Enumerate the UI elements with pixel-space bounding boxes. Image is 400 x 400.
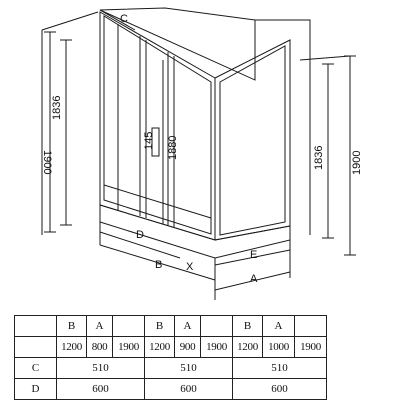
label-c: C (120, 13, 128, 25)
table-cell: 1200 (233, 337, 263, 358)
table-cell: 510 (233, 358, 327, 379)
table-cell: 510 (145, 358, 233, 379)
table-cell (295, 316, 327, 337)
table-cell: 800 (87, 337, 113, 358)
table-cell: 900 (175, 337, 201, 358)
left-wall-top (42, 12, 98, 30)
table-cell (113, 316, 145, 337)
table-cell: A (175, 316, 201, 337)
dimension-table (14, 315, 327, 400)
table-size-row (15, 337, 327, 358)
table-cell: 1000 (263, 337, 295, 358)
table-cell: 600 (57, 379, 145, 400)
label-x: X (186, 261, 194, 273)
table-cell: 600 (233, 379, 327, 400)
table-cell: B (233, 316, 263, 337)
table-cell: 1900 (113, 337, 145, 358)
table-row-d (15, 379, 327, 400)
table-cell: A (87, 316, 113, 337)
dim-right-outer: 1900 (351, 150, 363, 175)
bottom-rail (104, 185, 211, 218)
row-label: C (15, 358, 57, 379)
label-d: D (136, 229, 144, 241)
dim-handle: 145 (143, 131, 155, 150)
table-cell: 1900 (201, 337, 233, 358)
table-cell: A (263, 316, 295, 337)
dim-right-inner: 1836 (313, 145, 325, 170)
dim-door: 1880 (167, 135, 179, 160)
side-panel (215, 40, 290, 240)
table-cell: 1200 (145, 337, 175, 358)
table-cell (15, 337, 57, 358)
label-e: E (250, 249, 258, 261)
dim-left-outer: 1900 (41, 150, 53, 175)
table-cell: 600 (145, 379, 233, 400)
front-frame (100, 12, 215, 240)
table-row-c (15, 358, 327, 379)
side-panel-inner (220, 46, 285, 235)
table-cell: 510 (57, 358, 145, 379)
row-label: D (15, 379, 57, 400)
table-header-row (15, 316, 327, 337)
right-wall-edge (255, 20, 310, 235)
dim-left-inner: 1836 (51, 95, 63, 120)
table-cell: B (145, 316, 175, 337)
table-cell (15, 316, 57, 337)
table-cell: 1200 (57, 337, 87, 358)
label-a: A (250, 273, 258, 285)
table-cell: B (57, 316, 87, 337)
table-cell: 1900 (295, 337, 327, 358)
label-b: B (155, 259, 163, 271)
table-cell (201, 316, 233, 337)
